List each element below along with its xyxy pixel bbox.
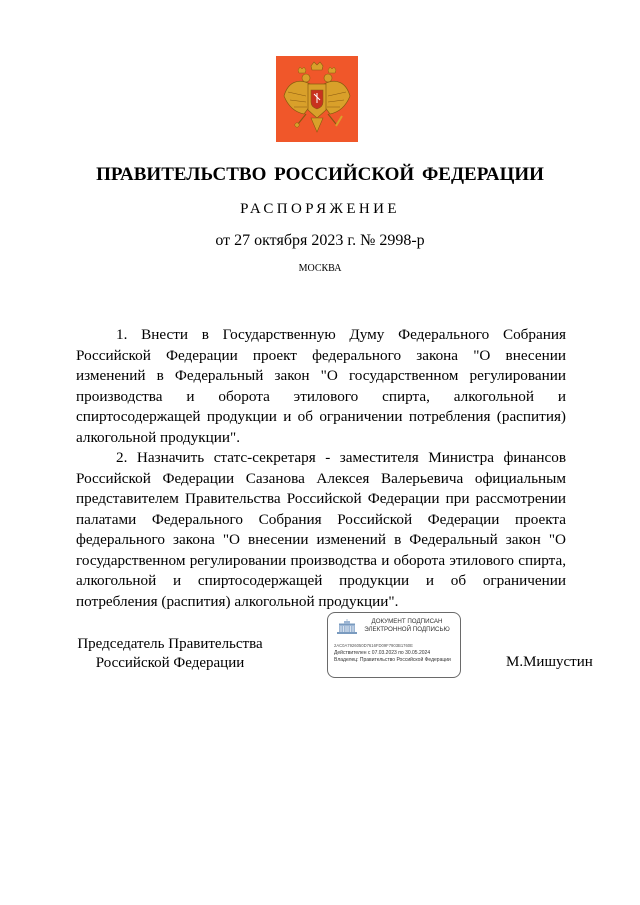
document-date-number: от 27 октября 2023 г. № 2998-р [215, 232, 425, 249]
stamp-validity: Действителен с 07.03.2023 по 30.05.2024 [334, 650, 431, 656]
coat-of-arms-emblem [276, 56, 358, 142]
government-building-icon [336, 619, 358, 635]
paragraph-2: 2. Назначить статс-секретаря - заместителя Министра финансов Российской Федерации Сазанова Алексея Валерьевича официальным представителем Правительства Российской Федерации при рассмотрении палатами Федерального Собрания Российской Федерации проекта федерального закона "О внесении изменений в Федеральный закон "О государственном регулировании производства и оборота этилового спирта, алкогольной и спиртосодержащей продукции и об ограничении потребления (распития) алкогольной продукции". [76, 449, 566, 610]
stamp-owner: Владелец: Правительство Российской Федерации [334, 656, 451, 663]
city: МОСКВА [298, 263, 342, 274]
document-body [76, 325, 566, 612]
electronic-signature-stamp [327, 612, 461, 678]
signatory-position [70, 635, 270, 673]
stamp-title-line1: ДОКУМЕНТ ПОДПИСАН [371, 618, 443, 625]
signatory-name: М.Мишустин [506, 654, 593, 670]
russian-coat-of-arms-icon [276, 56, 358, 142]
stamp-certificate: 2AC0A7926050D7616FD09F7903B1760E [334, 643, 413, 648]
stamp-title [358, 618, 456, 634]
signatory-position-line1: Председатель Правительства [77, 636, 263, 652]
government-title: ПРАВИТЕЛЬСТВО РОССИЙСКОЙ ФЕДЕРАЦИИ [96, 164, 544, 185]
signatory-position-line2: Российской Федерации [95, 655, 245, 671]
stamp-title-line2: ЭЛЕКТРОННОЙ ПОДПИСЬЮ [364, 626, 450, 633]
stamp-details [334, 650, 458, 663]
paragraph-1: 1. Внести в Государственную Думу Федерального Собрания Российской Федерации проект федерального закона "О внесении изменений в Федеральный закон "О государственном регулировании производства и оборота этилового спирта, алкогольной и спиртосодержащей продукции и об ограничении потребления (распития) алкогольной продукции". [76, 326, 566, 446]
document-type: РАСПОРЯЖЕНИЕ [240, 201, 400, 217]
